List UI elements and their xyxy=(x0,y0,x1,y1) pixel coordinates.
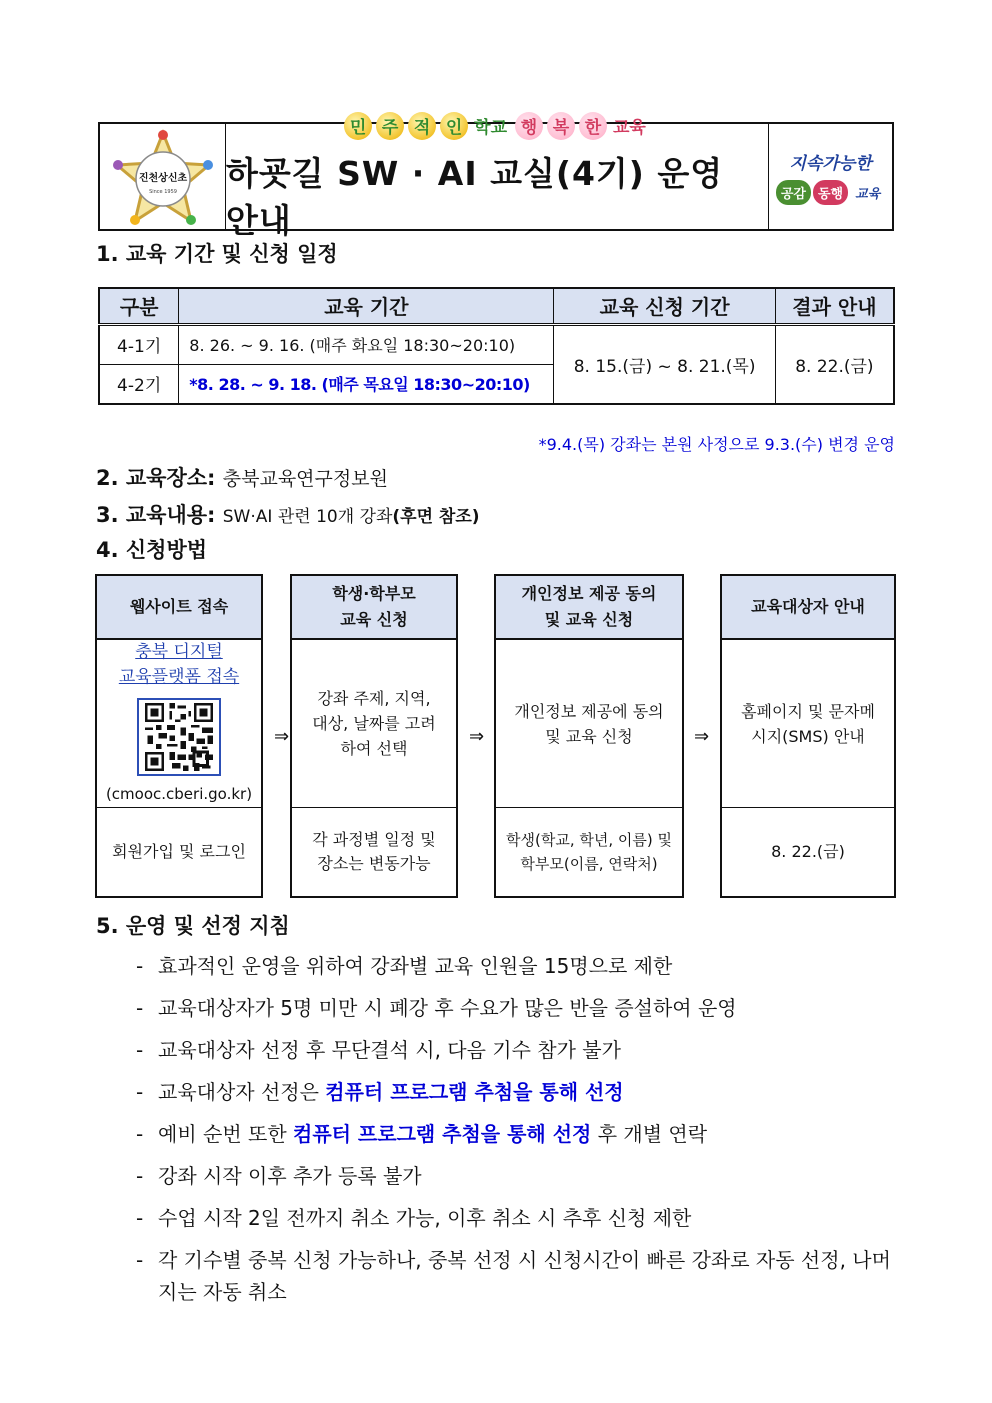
flow-step-note: 각 과정별 일정 및 장소는 변동가능 xyxy=(312,830,436,873)
flow-step-body: 개인정보 제공에 동의 및 교육 신청 xyxy=(496,640,682,808)
schedule-table xyxy=(98,287,895,405)
flow-step-body: 홈페이지 및 문자메시지(SMS) 안내 xyxy=(722,640,894,808)
col-header: 결과 안내 xyxy=(775,288,894,324)
schedule-note: *9.4.(목) 강좌는 본원 사정으로 9.3.(수) 변경 운영 xyxy=(538,435,895,454)
flow-step-header: 웹사이트 접속 xyxy=(97,576,261,640)
flow-step-4 xyxy=(720,574,896,898)
flow-step-note: 학생(학교, 학년, 이름) 및 학부모(이름, 연락처) xyxy=(506,831,672,873)
list-item: - 교육대상자 선정 후 무단결석 시, 다음 기수 참가 불가 xyxy=(136,1034,896,1066)
list-item: - 강좌 시작 이후 추가 등록 불가 xyxy=(136,1160,896,1192)
list-item: - 각 기수별 중복 신청 가능하나, 중복 선정 시 신청시간이 빠른 강좌로 자동 선정, 나머지는 자동 취소 xyxy=(136,1244,896,1308)
term-cell: 4-1기 xyxy=(99,324,179,364)
slogan-tag: 공감 xyxy=(776,180,811,205)
period-cell: 8. 26. ~ 9. 16. (매주 화요일 18:30~20:10) xyxy=(179,324,554,364)
list-item: - 교육대상자 선정은 컴퓨터 프로그램 추첨을 통해 선정 xyxy=(136,1076,896,1108)
slogan xyxy=(344,112,650,140)
arrow-icon: ⇒ xyxy=(274,726,290,747)
arrow-icon: ⇒ xyxy=(694,726,710,747)
flow-step-header: 개인정보 제공 동의 및 교육 신청 xyxy=(496,576,682,640)
section-2 xyxy=(96,462,388,492)
slogan-tag: 동행 xyxy=(813,180,848,205)
flow-step-header: 교육대상자 안내 xyxy=(722,576,894,640)
logo-since: Since 1959 xyxy=(148,188,177,195)
section-5-title: 5. 운영 및 선정 지침 xyxy=(96,914,290,938)
slogan-bubble: 복 xyxy=(547,112,575,140)
arrow-icon: ⇒ xyxy=(469,726,485,747)
school-emblem-icon xyxy=(111,129,215,225)
result-cell: 8. 22.(금) xyxy=(775,324,894,404)
section-2-value: 충북교육연구정보원 xyxy=(222,468,388,490)
col-header: 교육 기간 xyxy=(179,288,554,324)
apply-period-cell: 8. 15.(금) ~ 8. 21.(목) xyxy=(554,324,775,404)
list-item: - 효과적인 운영을 위하여 강좌별 교육 인원을 15명으로 제한 xyxy=(136,950,896,982)
section-3-suffix: (후면 참조) xyxy=(392,507,480,527)
slogan-bubble: 한 xyxy=(579,112,607,140)
section-4-title: 4. 신청방법 xyxy=(96,538,208,562)
document-header xyxy=(98,118,894,240)
flow-step-body: 강좌 주제, 지역, 대상, 날짜를 고려하여 선택 xyxy=(292,640,456,808)
flow-step-note: 회원가입 및 로그인 xyxy=(112,842,246,861)
list-item: - 수업 시작 2일 전까지 취소 가능, 이후 취소 시 추후 신청 제한 xyxy=(136,1202,896,1234)
page-title: 하굣길 SW · AI 교실(4기) 운영 안내 xyxy=(226,153,724,240)
term-cell: 4-2기 xyxy=(99,364,179,404)
platform-link[interactable]: 교육플랫폼 접속 xyxy=(118,667,240,687)
guideline-list xyxy=(136,950,896,1318)
flow-step-2 xyxy=(290,574,458,898)
list-item: - 교육대상자가 5명 미만 시 폐강 후 수요가 많은 반을 증설하여 운영 xyxy=(136,992,896,1024)
table-row xyxy=(99,324,894,364)
school-logo xyxy=(100,124,226,229)
highlight-text: 컴퓨터 프로그램 추첨을 통해 선정 xyxy=(325,1080,624,1104)
col-header: 교육 신청 기간 xyxy=(554,288,775,324)
slogan-bubble: 인 xyxy=(440,112,468,140)
slogan-top: 지속가능한 xyxy=(789,153,872,174)
edu-slogan-logo xyxy=(768,124,892,229)
platform-url: (cmooc.cberi.go.kr) xyxy=(105,785,253,803)
flow-step-header: 학생·학부모 교육 신청 xyxy=(292,576,456,640)
section-1-title: 1. 교육 기간 및 신청 일정 xyxy=(96,242,338,266)
slogan-bubble: 적 xyxy=(408,112,436,140)
platform-link[interactable]: 충북 디지털 xyxy=(135,642,223,662)
section-3-label: 3. 교육내용: xyxy=(96,503,216,527)
slogan-bubble: 주 xyxy=(376,112,404,140)
logo-text: 진천상신초 xyxy=(138,172,187,184)
section-3 xyxy=(96,499,480,529)
list-item: - 예비 순번 또한 컴퓨터 프로그램 추첨을 통해 선정 후 개별 연락 xyxy=(136,1118,896,1150)
section-3-value: SW·AI 관련 10개 강좌 xyxy=(222,507,393,527)
slogan-bubble: 민 xyxy=(344,112,372,140)
slogan-word: 교육 xyxy=(613,118,646,138)
qr-code-icon[interactable] xyxy=(137,698,221,776)
period-cell: *8. 28. ~ 9. 18. (매주 목요일 18:30~20:10) xyxy=(179,364,554,404)
highlight-text: 컴퓨터 프로그램 추첨을 통해 선정 xyxy=(293,1122,592,1146)
flow-step-note: 8. 22.(금) xyxy=(771,842,845,861)
col-header: 구분 xyxy=(99,288,179,324)
slogan-word: 학교 xyxy=(474,118,507,138)
slogan-tag: 교육 xyxy=(855,186,881,202)
section-2-label: 2. 교육장소: xyxy=(96,466,216,490)
slogan-bubble: 행 xyxy=(515,112,543,140)
flow-step-3 xyxy=(494,574,684,898)
flow-step-1 xyxy=(95,574,263,898)
